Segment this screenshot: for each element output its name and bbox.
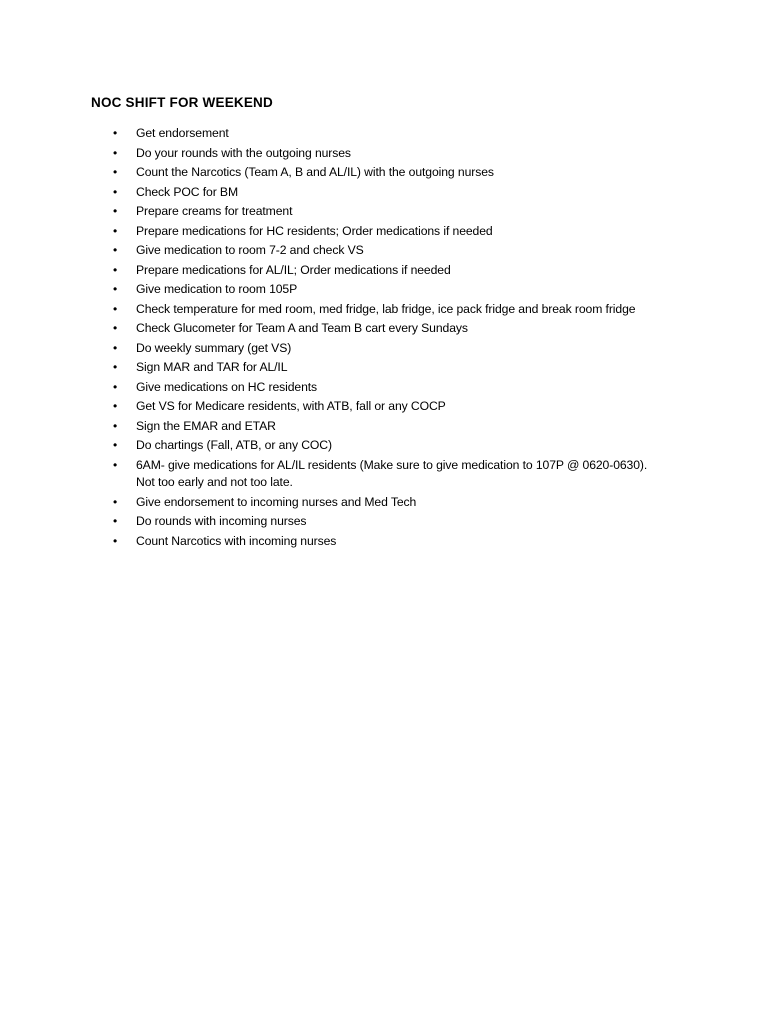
list-item [0,339,768,359]
bullet-icon: • [113,282,118,296]
list-item [0,144,768,164]
bullet-icon: • [113,321,118,335]
bullet-icon: • [113,262,118,277]
list-item-text: Give medication to room 105P [136,282,298,296]
list-item-text: Check POC for BM [136,184,239,199]
bullet-icon: • [113,340,118,355]
list-item-text: Check Glucometer for Team A and Team B cart every Sundays [136,321,468,335]
bullet-icon: • [113,165,118,179]
bullet-icon: • [113,457,118,472]
list-item [0,261,768,281]
document-title: NOC SHIFT FOR WEEKEND [91,95,273,110]
list-item-text: Get endorsement [136,126,229,140]
list-item [0,241,768,261]
bullet-icon: • [113,494,118,509]
bullet-icon: • [113,399,118,413]
list-item [0,300,768,320]
bullet-icon: • [113,418,118,433]
list-item [0,512,768,532]
list-item [0,163,768,183]
list-item [0,319,768,339]
bullet-icon: • [113,145,118,160]
list-item-text: Give medication to room 7-2 and check VS [136,243,364,257]
bullet-icon: • [113,204,118,218]
list-item [0,456,768,493]
bullet-icon: • [113,514,118,528]
list-item-text: Sign the EMAR and ETAR [136,418,276,433]
list-item-text: Give medications on HC residents [136,379,318,394]
bullet-icon: • [113,223,118,238]
list-item [0,532,768,552]
bullet-icon: • [113,533,118,548]
list-item-text: Do your rounds with the outgoing nurses [136,145,351,160]
bullet-icon: • [113,243,118,257]
task-list [0,124,768,551]
list-item [0,124,768,144]
bullet-icon: • [113,360,118,374]
list-item-text: Get VS for Medicare residents, with ATB, fall or any COCP [136,399,446,413]
bullet-icon: • [113,379,118,394]
list-item-text: Count the Narcotics (Team A, B and AL/IL) with the outgoing nurses [136,165,494,179]
list-item [0,436,768,456]
list-item-text: Sign MAR and TAR for AL/IL [136,360,288,374]
list-item-text: Prepare creams for treatment [136,204,293,218]
list-item [0,280,768,300]
list-item-text: Do rounds with incoming nurses [136,514,307,528]
bullet-icon: • [113,438,118,452]
list-item [0,183,768,203]
list-item-text: 6AM- give medications for AL/IL residents (Make sure to give medication to 107P @ 0620-0630). Not too early and not too late. [136,457,648,489]
list-item-text: Prepare medications for HC residents; Order medications if needed [136,223,493,238]
bullet-icon: • [113,301,118,316]
list-item [0,222,768,242]
list-item [0,417,768,437]
list-item [0,378,768,398]
bullet-icon: • [113,184,118,199]
list-item [0,397,768,417]
list-item-text: Prepare medications for AL/IL; Order medications if needed [136,262,451,277]
bullet-icon: • [113,126,118,140]
list-item-text: Count Narcotics with incoming nurses [136,533,337,548]
list-item-text: Check temperature for med room, med fridge, lab fridge, ice pack fridge and break room fridge [136,301,636,316]
list-item [0,358,768,378]
list-item-text: Do chartings (Fall, ATB, or any COC) [136,438,332,452]
list-item-text: Do weekly summary (get VS) [136,340,292,355]
list-item-text: Give endorsement to incoming nurses and Med Tech [136,494,417,509]
list-item [0,493,768,513]
list-item [0,202,768,222]
